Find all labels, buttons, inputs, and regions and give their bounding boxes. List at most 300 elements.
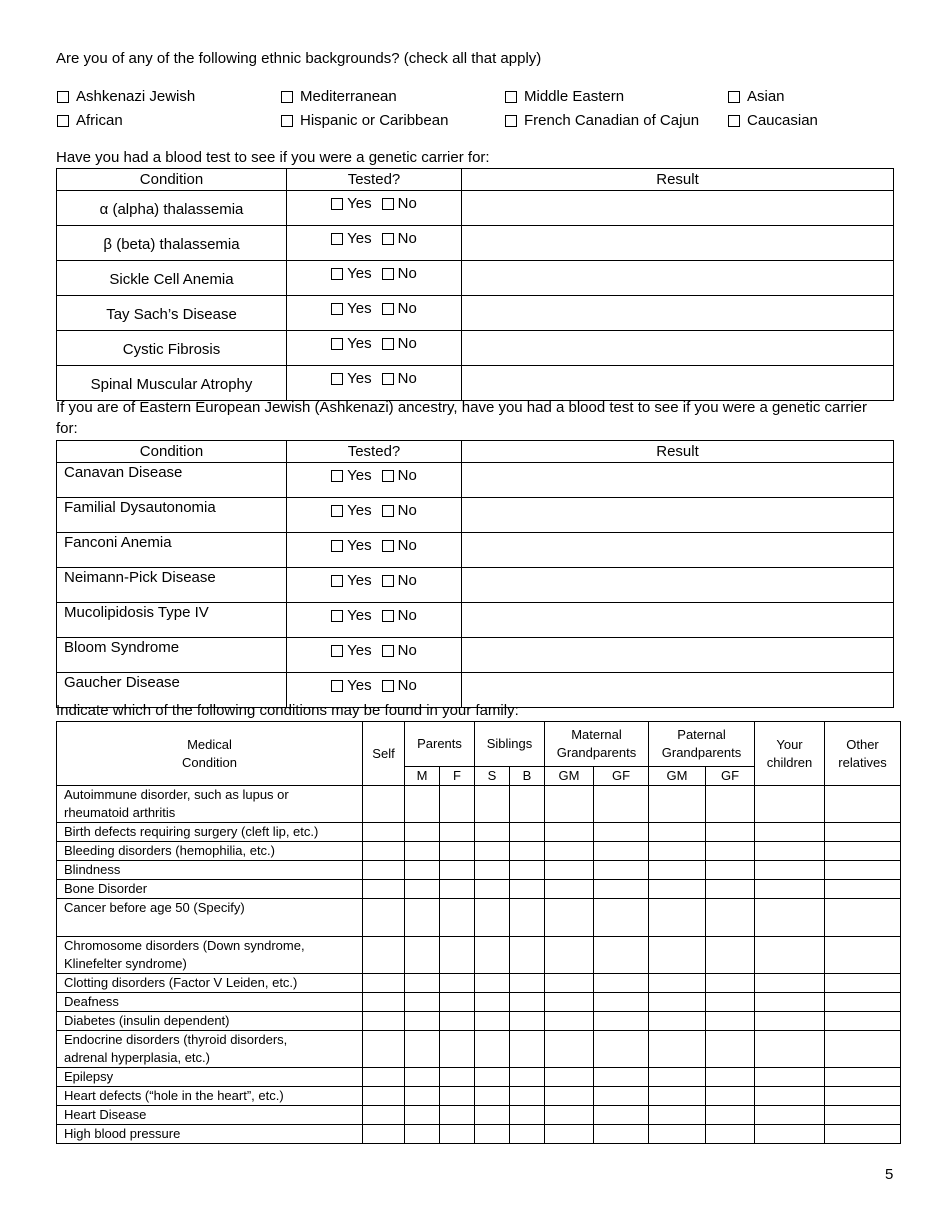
table-row	[57, 1068, 901, 1087]
maternal-gm-cell[interactable]	[545, 861, 594, 880]
yes-no-choice	[331, 502, 417, 519]
maternal-gf-cell[interactable]	[594, 1087, 649, 1106]
father-cell[interactable]	[440, 880, 475, 899]
yes-label: Yes	[347, 335, 372, 352]
table-row	[57, 786, 901, 823]
result-cell[interactable]	[462, 366, 894, 401]
father-cell[interactable]	[440, 823, 475, 842]
mother-cell[interactable]	[405, 1068, 440, 1087]
other-relatives-cell[interactable]	[825, 1068, 901, 1087]
mother-cell[interactable]	[405, 880, 440, 899]
father-cell[interactable]	[440, 993, 475, 1012]
header-other-relatives: Other relatives	[825, 722, 901, 786]
ethnic-option[interactable]: Hispanic or Caribbean	[281, 112, 448, 129]
tested-cell	[287, 638, 462, 673]
maternal-gf-cell[interactable]	[594, 993, 649, 1012]
brother-cell[interactable]	[510, 899, 545, 937]
self-cell[interactable]	[363, 993, 405, 1012]
table-row	[57, 191, 894, 226]
self-cell[interactable]	[363, 823, 405, 842]
condition-cell	[57, 1087, 363, 1106]
maternal-gf-cell[interactable]	[594, 937, 649, 974]
self-cell[interactable]	[363, 937, 405, 974]
other-relatives-cell[interactable]	[825, 974, 901, 993]
header-sister: S	[475, 767, 510, 786]
checkbox-icon[interactable]	[728, 115, 740, 127]
maternal-gm-cell[interactable]	[545, 974, 594, 993]
no-checkbox-icon[interactable]	[382, 680, 394, 692]
paternal-gf-cell[interactable]	[706, 1106, 755, 1125]
your-children-cell[interactable]	[755, 786, 825, 823]
checkbox-icon[interactable]	[505, 115, 517, 127]
father-cell[interactable]	[440, 861, 475, 880]
paternal-gm-cell[interactable]	[649, 993, 706, 1012]
father-cell[interactable]	[440, 1106, 475, 1125]
paternal-gf-cell[interactable]	[706, 880, 755, 899]
sister-cell[interactable]	[475, 937, 510, 974]
sister-cell[interactable]	[475, 880, 510, 899]
yes-label: Yes	[347, 230, 372, 247]
paternal-gm-cell[interactable]	[649, 786, 706, 823]
table-row	[57, 1087, 901, 1106]
no-checkbox-icon[interactable]	[382, 575, 394, 587]
maternal-gf-cell[interactable]	[594, 1031, 649, 1068]
sister-cell[interactable]	[475, 786, 510, 823]
result-cell[interactable]	[462, 498, 894, 533]
paternal-gm-cell[interactable]	[649, 1106, 706, 1125]
header-your-children: Your children	[755, 722, 825, 786]
no-label: No	[397, 677, 417, 694]
brother-cell[interactable]	[510, 861, 545, 880]
condition-line: Clotting disorders (Factor V Leiden, etc.)	[64, 975, 298, 990]
mother-cell[interactable]	[405, 1125, 440, 1144]
table-row	[57, 1012, 901, 1031]
self-cell[interactable]	[363, 1031, 405, 1068]
other-relatives-cell[interactable]	[825, 1031, 901, 1068]
mother-cell[interactable]	[405, 861, 440, 880]
other-relatives-cell[interactable]	[825, 1125, 901, 1144]
brother-cell[interactable]	[510, 937, 545, 974]
condition-cell: Neimann-Pick Disease	[57, 568, 287, 603]
yes-checkbox-icon[interactable]	[331, 233, 343, 245]
tested-cell	[287, 498, 462, 533]
sister-cell[interactable]	[475, 842, 510, 861]
your-children-cell[interactable]	[755, 842, 825, 861]
self-cell[interactable]	[363, 786, 405, 823]
your-children-cell[interactable]	[755, 861, 825, 880]
yes-checkbox-icon[interactable]	[331, 540, 343, 552]
no-checkbox-icon[interactable]	[382, 303, 394, 315]
no-checkbox-icon[interactable]	[382, 268, 394, 280]
no-checkbox-icon[interactable]	[382, 233, 394, 245]
paternal-gm-cell[interactable]	[649, 1087, 706, 1106]
no-checkbox-icon[interactable]	[382, 373, 394, 385]
sister-cell[interactable]	[475, 1106, 510, 1125]
result-cell[interactable]	[462, 603, 894, 638]
self-cell[interactable]	[363, 861, 405, 880]
self-cell[interactable]	[363, 974, 405, 993]
no-checkbox-icon[interactable]	[382, 338, 394, 350]
no-label: No	[397, 370, 417, 387]
yes-checkbox-icon[interactable]	[331, 645, 343, 657]
brother-cell[interactable]	[510, 880, 545, 899]
header-result: Result	[462, 441, 894, 463]
maternal-gm-cell[interactable]	[545, 823, 594, 842]
paternal-gm-cell[interactable]	[649, 823, 706, 842]
no-label: No	[397, 335, 417, 352]
self-cell[interactable]	[363, 1125, 405, 1144]
header-father: F	[440, 767, 475, 786]
father-cell[interactable]	[440, 1087, 475, 1106]
yes-no-choice	[331, 195, 417, 212]
yes-checkbox-icon[interactable]	[331, 268, 343, 280]
maternal-gm-cell[interactable]	[545, 1068, 594, 1087]
condition-cell: Familial Dysautonomia	[57, 498, 287, 533]
no-checkbox-icon[interactable]	[382, 198, 394, 210]
ashkenazi-question-line1: If you are of Eastern European Jewish (Ashkenazi) ancestry, have you had a blood test to see if you were a genetic carrier	[56, 399, 867, 416]
no-checkbox-icon[interactable]	[382, 470, 394, 482]
mother-cell[interactable]	[405, 899, 440, 937]
paternal-gf-cell[interactable]	[706, 786, 755, 823]
no-label: No	[397, 195, 417, 212]
paternal-gf-cell[interactable]	[706, 993, 755, 1012]
table-row	[57, 880, 901, 899]
paternal-gm-cell[interactable]	[649, 1012, 706, 1031]
father-cell[interactable]	[440, 1031, 475, 1068]
paternal-gf-cell[interactable]	[706, 1125, 755, 1144]
maternal-gm-cell[interactable]	[545, 842, 594, 861]
ethnic-option[interactable]: Caucasian	[728, 112, 818, 129]
mother-cell[interactable]	[405, 842, 440, 861]
maternal-gf-cell[interactable]	[594, 974, 649, 993]
yes-checkbox-icon[interactable]	[331, 680, 343, 692]
paternal-gf-cell[interactable]	[706, 1031, 755, 1068]
ethnic-option[interactable]: Middle Eastern	[505, 88, 624, 105]
header-condition: Condition	[57, 441, 287, 463]
no-label: No	[397, 537, 417, 554]
checkbox-icon[interactable]	[57, 91, 69, 103]
maternal-gm-cell[interactable]	[545, 880, 594, 899]
paternal-gf-cell[interactable]	[706, 899, 755, 937]
no-checkbox-icon[interactable]	[382, 610, 394, 622]
maternal-gf-cell[interactable]	[594, 1125, 649, 1144]
other-relatives-cell[interactable]	[825, 880, 901, 899]
tested-cell	[287, 261, 462, 296]
table-row	[57, 331, 894, 366]
sister-cell[interactable]	[475, 861, 510, 880]
condition-line: Blindness	[64, 862, 121, 877]
paternal-gf-cell[interactable]	[706, 937, 755, 974]
other-relatives-cell[interactable]	[825, 842, 901, 861]
brother-cell[interactable]	[510, 1068, 545, 1087]
checkbox-icon[interactable]	[728, 91, 740, 103]
your-children-cell[interactable]	[755, 1087, 825, 1106]
yes-checkbox-icon[interactable]	[331, 610, 343, 622]
brother-cell[interactable]	[510, 786, 545, 823]
maternal-gm-cell[interactable]	[545, 899, 594, 937]
maternal-gf-cell[interactable]	[594, 1068, 649, 1087]
header-maternal-grandparents: Maternal Grandparents	[545, 722, 649, 767]
other-relatives-cell[interactable]	[825, 1012, 901, 1031]
condition-cell: Mucolipidosis Type IV	[57, 603, 287, 638]
checkbox-icon[interactable]	[281, 115, 293, 127]
self-cell[interactable]	[363, 1106, 405, 1125]
sister-cell[interactable]	[475, 1125, 510, 1144]
your-children-cell[interactable]	[755, 1106, 825, 1125]
tested-cell	[287, 331, 462, 366]
maternal-gm-cell[interactable]	[545, 786, 594, 823]
tested-cell	[287, 226, 462, 261]
self-cell[interactable]	[363, 1087, 405, 1106]
paternal-gf-cell[interactable]	[706, 861, 755, 880]
other-relatives-cell[interactable]	[825, 1087, 901, 1106]
your-children-cell[interactable]	[755, 1031, 825, 1068]
family-question: Indicate which of the following conditions may be found in your family:	[56, 702, 519, 719]
condition-cell	[57, 1031, 363, 1068]
maternal-gm-cell[interactable]	[545, 937, 594, 974]
paternal-gm-cell[interactable]	[649, 1031, 706, 1068]
maternal-gf-cell[interactable]	[594, 786, 649, 823]
self-cell[interactable]	[363, 880, 405, 899]
table-row	[57, 1106, 901, 1125]
father-cell[interactable]	[440, 1125, 475, 1144]
table-row	[57, 899, 901, 937]
result-cell[interactable]	[462, 673, 894, 708]
sister-cell[interactable]	[475, 974, 510, 993]
paternal-gf-cell[interactable]	[706, 974, 755, 993]
father-cell[interactable]	[440, 899, 475, 937]
yes-checkbox-icon[interactable]	[331, 470, 343, 482]
result-cell[interactable]	[462, 191, 894, 226]
yes-no-choice	[331, 467, 417, 484]
sister-cell[interactable]	[475, 1012, 510, 1031]
result-cell[interactable]	[462, 226, 894, 261]
brother-cell[interactable]	[510, 974, 545, 993]
maternal-gm-cell[interactable]	[545, 1031, 594, 1068]
checkbox-icon[interactable]	[281, 91, 293, 103]
checkbox-icon[interactable]	[57, 115, 69, 127]
mother-cell[interactable]	[405, 1031, 440, 1068]
your-children-cell[interactable]	[755, 993, 825, 1012]
brother-cell[interactable]	[510, 1087, 545, 1106]
result-cell[interactable]	[462, 296, 894, 331]
brother-cell[interactable]	[510, 823, 545, 842]
header-medical-condition: Medical Condition	[57, 722, 363, 786]
result-cell[interactable]	[462, 638, 894, 673]
sister-cell[interactable]	[475, 899, 510, 937]
paternal-gm-cell[interactable]	[649, 974, 706, 993]
tested-cell	[287, 603, 462, 638]
maternal-gm-cell[interactable]	[545, 1106, 594, 1125]
brother-cell[interactable]	[510, 1031, 545, 1068]
paternal-gm-cell[interactable]	[649, 861, 706, 880]
self-cell[interactable]	[363, 1012, 405, 1031]
mother-cell[interactable]	[405, 786, 440, 823]
paternal-gf-cell[interactable]	[706, 842, 755, 861]
paternal-gf-cell[interactable]	[706, 823, 755, 842]
condition-line: High blood pressure	[64, 1126, 181, 1141]
paternal-gm-cell[interactable]	[649, 1125, 706, 1144]
result-cell[interactable]	[462, 463, 894, 498]
maternal-gf-cell[interactable]	[594, 1012, 649, 1031]
condition-cell	[57, 842, 363, 861]
no-checkbox-icon[interactable]	[382, 645, 394, 657]
mother-cell[interactable]	[405, 1106, 440, 1125]
self-cell[interactable]	[363, 842, 405, 861]
carrier-question: Have you had a blood test to see if you were a genetic carrier for:	[56, 149, 490, 166]
self-cell[interactable]	[363, 1068, 405, 1087]
mother-cell[interactable]	[405, 1087, 440, 1106]
your-children-cell[interactable]	[755, 1012, 825, 1031]
mother-cell[interactable]	[405, 993, 440, 1012]
result-cell[interactable]	[462, 261, 894, 296]
table-row	[57, 568, 894, 603]
maternal-gm-cell[interactable]	[545, 1087, 594, 1106]
paternal-gm-cell[interactable]	[649, 880, 706, 899]
condition-line: Heart defects (“hole in the heart”, etc.)	[64, 1088, 284, 1103]
father-cell[interactable]	[440, 937, 475, 974]
your-children-cell[interactable]	[755, 880, 825, 899]
other-relatives-cell[interactable]	[825, 899, 901, 937]
self-cell[interactable]	[363, 899, 405, 937]
table-row	[57, 498, 894, 533]
yes-checkbox-icon[interactable]	[331, 575, 343, 587]
other-relatives-cell[interactable]	[825, 1106, 901, 1125]
father-cell[interactable]	[440, 1068, 475, 1087]
other-relatives-cell[interactable]	[825, 786, 901, 823]
paternal-gf-cell[interactable]	[706, 1012, 755, 1031]
table-row	[57, 1125, 901, 1144]
maternal-gm-cell[interactable]	[545, 993, 594, 1012]
no-checkbox-icon[interactable]	[382, 505, 394, 517]
maternal-gm-cell[interactable]	[545, 1012, 594, 1031]
header-paternal-gf: GF	[706, 767, 755, 786]
yes-checkbox-icon[interactable]	[331, 303, 343, 315]
maternal-gm-cell[interactable]	[545, 1125, 594, 1144]
checkbox-icon[interactable]	[505, 91, 517, 103]
sister-cell[interactable]	[475, 1087, 510, 1106]
condition-line: Deafness	[64, 994, 119, 1009]
mother-cell[interactable]	[405, 823, 440, 842]
condition-cell	[57, 1106, 363, 1125]
ethnic-option[interactable]: Ashkenazi Jewish	[57, 88, 195, 105]
yes-checkbox-icon[interactable]	[331, 373, 343, 385]
yes-label: Yes	[347, 502, 372, 519]
ethnic-option[interactable]: Asian	[728, 88, 785, 105]
mother-cell[interactable]	[405, 974, 440, 993]
other-relatives-cell[interactable]	[825, 823, 901, 842]
condition-cell: Bloom Syndrome	[57, 638, 287, 673]
paternal-gm-cell[interactable]	[649, 1068, 706, 1087]
paternal-gf-cell[interactable]	[706, 1068, 755, 1087]
header-brother: B	[510, 767, 545, 786]
mother-cell[interactable]	[405, 937, 440, 974]
header-maternal-gm: GM	[545, 767, 594, 786]
table-row	[57, 842, 901, 861]
result-cell[interactable]	[462, 568, 894, 603]
result-cell[interactable]	[462, 331, 894, 366]
header-tested: Tested?	[287, 169, 462, 191]
header-self: Self	[363, 722, 405, 786]
brother-cell[interactable]	[510, 842, 545, 861]
yes-label: Yes	[347, 300, 372, 317]
yes-checkbox-icon[interactable]	[331, 338, 343, 350]
no-label: No	[397, 642, 417, 659]
table-row	[57, 226, 894, 261]
condition-cell	[57, 993, 363, 1012]
condition-cell: Tay Sach’s Disease	[57, 296, 287, 331]
sister-cell[interactable]	[475, 823, 510, 842]
father-cell[interactable]	[440, 786, 475, 823]
condition-line: Cancer before age 50 (Specify)	[64, 900, 245, 915]
brother-cell[interactable]	[510, 1012, 545, 1031]
sister-cell[interactable]	[475, 1068, 510, 1087]
ethnic-option[interactable]: African	[57, 112, 123, 129]
yes-no-choice	[331, 537, 417, 554]
your-children-cell[interactable]	[755, 1125, 825, 1144]
yes-label: Yes	[347, 537, 372, 554]
your-children-cell[interactable]	[755, 823, 825, 842]
brother-cell[interactable]	[510, 993, 545, 1012]
yes-checkbox-icon[interactable]	[331, 198, 343, 210]
yes-checkbox-icon[interactable]	[331, 505, 343, 517]
maternal-gf-cell[interactable]	[594, 861, 649, 880]
mother-cell[interactable]	[405, 1012, 440, 1031]
your-children-cell[interactable]	[755, 899, 825, 937]
table-row	[57, 861, 901, 880]
yes-no-choice	[331, 677, 417, 694]
table-row	[57, 974, 901, 993]
your-children-cell[interactable]	[755, 937, 825, 974]
father-cell[interactable]	[440, 842, 475, 861]
maternal-gf-cell[interactable]	[594, 880, 649, 899]
table-row	[57, 296, 894, 331]
paternal-gm-cell[interactable]	[649, 842, 706, 861]
paternal-gf-cell[interactable]	[706, 1087, 755, 1106]
maternal-gf-cell[interactable]	[594, 842, 649, 861]
yes-no-choice	[331, 607, 417, 624]
condition-cell	[57, 823, 363, 842]
condition-cell: Sickle Cell Anemia	[57, 261, 287, 296]
no-checkbox-icon[interactable]	[382, 540, 394, 552]
paternal-gm-cell[interactable]	[649, 899, 706, 937]
your-children-cell[interactable]	[755, 1068, 825, 1087]
maternal-gf-cell[interactable]	[594, 899, 649, 937]
ethnic-option[interactable]: Mediterranean	[281, 88, 397, 105]
other-relatives-cell[interactable]	[825, 993, 901, 1012]
result-cell[interactable]	[462, 533, 894, 568]
brother-cell[interactable]	[510, 1125, 545, 1144]
your-children-cell[interactable]	[755, 974, 825, 993]
sister-cell[interactable]	[475, 1031, 510, 1068]
condition-line: Epilepsy	[64, 1069, 114, 1084]
maternal-gf-cell[interactable]	[594, 823, 649, 842]
maternal-gf-cell[interactable]	[594, 1106, 649, 1125]
paternal-gm-cell[interactable]	[649, 937, 706, 974]
ethnic-option[interactable]: French Canadian of Cajun	[505, 112, 699, 129]
father-cell[interactable]	[440, 1012, 475, 1031]
tested-cell	[287, 191, 462, 226]
condition-line: Bleeding disorders (hemophilia, etc.)	[64, 843, 275, 858]
father-cell[interactable]	[440, 974, 475, 993]
tested-cell	[287, 366, 462, 401]
yes-no-choice	[331, 300, 417, 317]
sister-cell[interactable]	[475, 993, 510, 1012]
other-relatives-cell[interactable]	[825, 937, 901, 974]
brother-cell[interactable]	[510, 1106, 545, 1125]
no-label: No	[397, 230, 417, 247]
other-relatives-cell[interactable]	[825, 861, 901, 880]
